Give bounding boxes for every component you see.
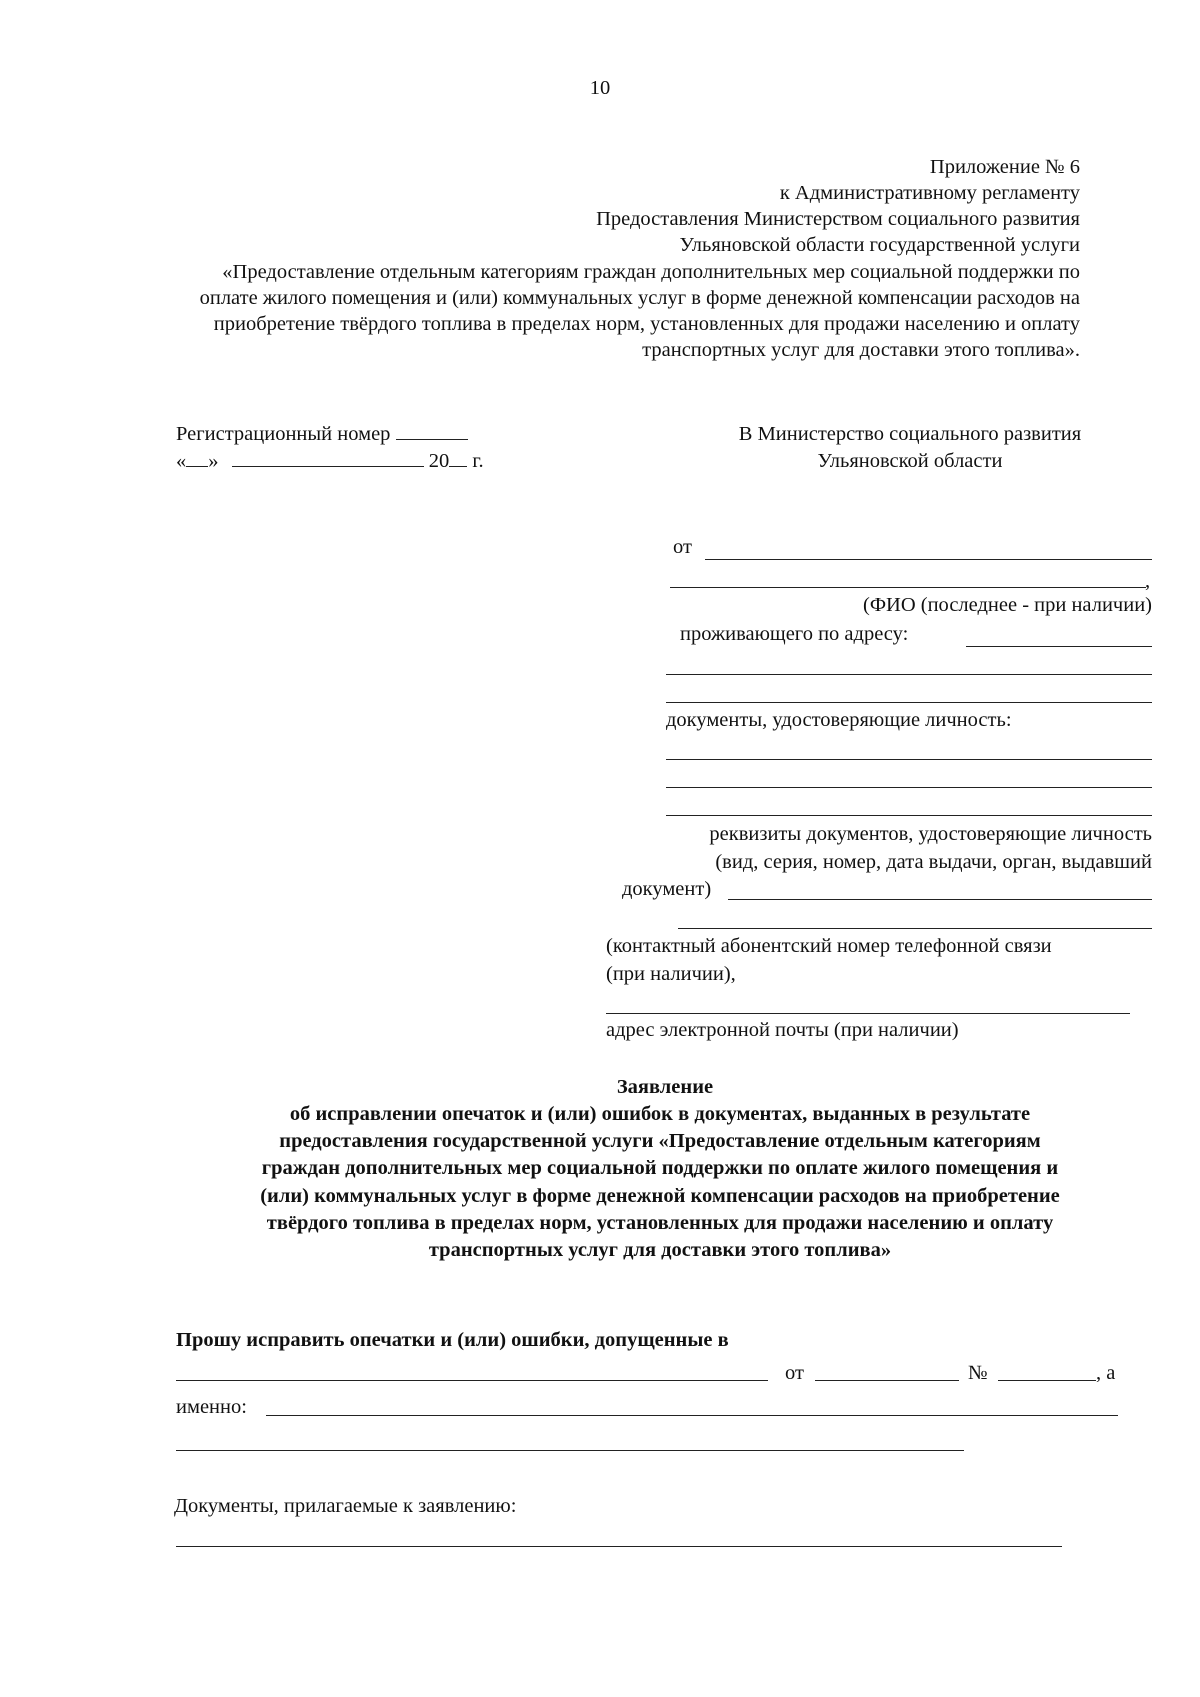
statement-line: предоставления государственной услуги «Предоставление отдельным категориям <box>279 1130 1041 1152</box>
appendix-line: Ульяновской области государственной услуги <box>679 234 1080 256</box>
id-docs-label: документы, удостоверяющие личность: <box>666 709 1012 731</box>
request-and-label: , а <box>1096 1362 1116 1384</box>
fio-caption: (ФИО (последнее - при наличии) <box>863 594 1152 616</box>
details-field[interactable] <box>728 899 1152 900</box>
registration-date <box>176 449 484 473</box>
details-line-2: (вид, серия, номер, дата выдачи, орган, выдавший <box>715 851 1152 873</box>
request-heading: Прошу исправить опечатки и (или) ошибки, допущенные в <box>176 1329 729 1351</box>
statement-line: граждан дополнительных мер социальной поддержки по оплате жилого помещения и <box>261 1157 1059 1179</box>
appendix-line: приобретение твёрдого топлива в пределах норм, установленных для продажи населению и оплату <box>213 313 1080 335</box>
statement-line: об исправлении опечаток и (или) ошибок в документах, выданных в результате <box>289 1103 1031 1125</box>
address-field[interactable] <box>966 646 1152 647</box>
statement-line: твёрдого топлива в пределах норм, установленных для продажи населению и оплату <box>266 1212 1054 1234</box>
recipient-line-1: В Министерство социального развития <box>738 423 1082 445</box>
registration-number-field[interactable] <box>396 422 468 440</box>
errors-description-field-2[interactable] <box>176 1450 964 1451</box>
phone-line-2: (при наличии), <box>606 963 736 985</box>
id-docs-field-3[interactable] <box>666 815 1152 816</box>
address-field-3[interactable] <box>666 702 1152 703</box>
appendix-line: «Предоставление отдельным категориям граждан дополнительных мер социальной поддержки по <box>222 261 1080 283</box>
date-month-field[interactable] <box>232 449 424 467</box>
registration-number <box>176 422 468 446</box>
appendix-line: к Административному регламенту <box>779 182 1080 204</box>
appendix-line: оплате жилого помещения и (или) коммунальных услуг в форме денежной компенсации расходов на <box>199 287 1080 309</box>
date-year-suffix: г. <box>472 450 484 472</box>
date-close-quote: » <box>208 450 219 472</box>
id-docs-field[interactable] <box>666 759 1152 760</box>
page-number: 10 <box>589 77 611 99</box>
appendix-line: транспортных услуг для доставки этого топлива». <box>642 339 1080 361</box>
date-open-quote: « <box>176 450 187 472</box>
applicant-name-field[interactable] <box>705 559 1152 560</box>
document-name-field[interactable] <box>176 1380 768 1381</box>
from-label: от <box>673 536 692 558</box>
details-line-1: реквизиты документов, удостоверяющие личность <box>709 823 1152 845</box>
errors-description-field[interactable] <box>266 1415 1118 1416</box>
statement-title: Заявление <box>616 1076 714 1098</box>
phone-line-1: (контактный абонентский номер телефонной связи <box>606 935 1052 957</box>
appendix-line: Предоставления Министерством социального развития <box>596 208 1080 230</box>
request-namely-label: именно: <box>176 1396 247 1418</box>
date-day-field[interactable] <box>186 449 208 467</box>
phone-email-field[interactable] <box>606 1013 1130 1014</box>
statement-line: (или) коммунальных услуг в форме денежной компенсации расходов на приобретение <box>260 1185 1060 1207</box>
address-field-2[interactable] <box>666 674 1152 675</box>
name-comma: , <box>1145 570 1151 592</box>
date-year-field[interactable] <box>449 449 467 467</box>
email-label: адрес электронной почты (при наличии) <box>606 1019 959 1041</box>
statement-line: транспортных услуг для доставки этого топлива» <box>428 1239 892 1261</box>
appendix-line: Приложение № 6 <box>929 156 1080 178</box>
request-from-label: от <box>785 1362 804 1384</box>
id-docs-field-2[interactable] <box>666 787 1152 788</box>
document-date-field[interactable] <box>815 1380 959 1381</box>
details-line-3: документ) <box>622 878 712 900</box>
document-number-field[interactable] <box>998 1380 1096 1381</box>
date-year-prefix: 20 <box>428 450 450 472</box>
details-field-2[interactable] <box>678 928 1152 929</box>
attachments-label: Документы, прилагаемые к заявлению: <box>174 1495 517 1517</box>
address-label: проживающего по адресу: <box>680 623 909 645</box>
applicant-name-field-2[interactable] <box>670 587 1146 588</box>
recipient-line-2: Ульяновской области <box>817 450 1003 472</box>
request-number-label: № <box>968 1362 988 1384</box>
registration-number-label: Регистрационный номер <box>176 423 391 445</box>
attachments-field[interactable] <box>176 1546 1062 1547</box>
